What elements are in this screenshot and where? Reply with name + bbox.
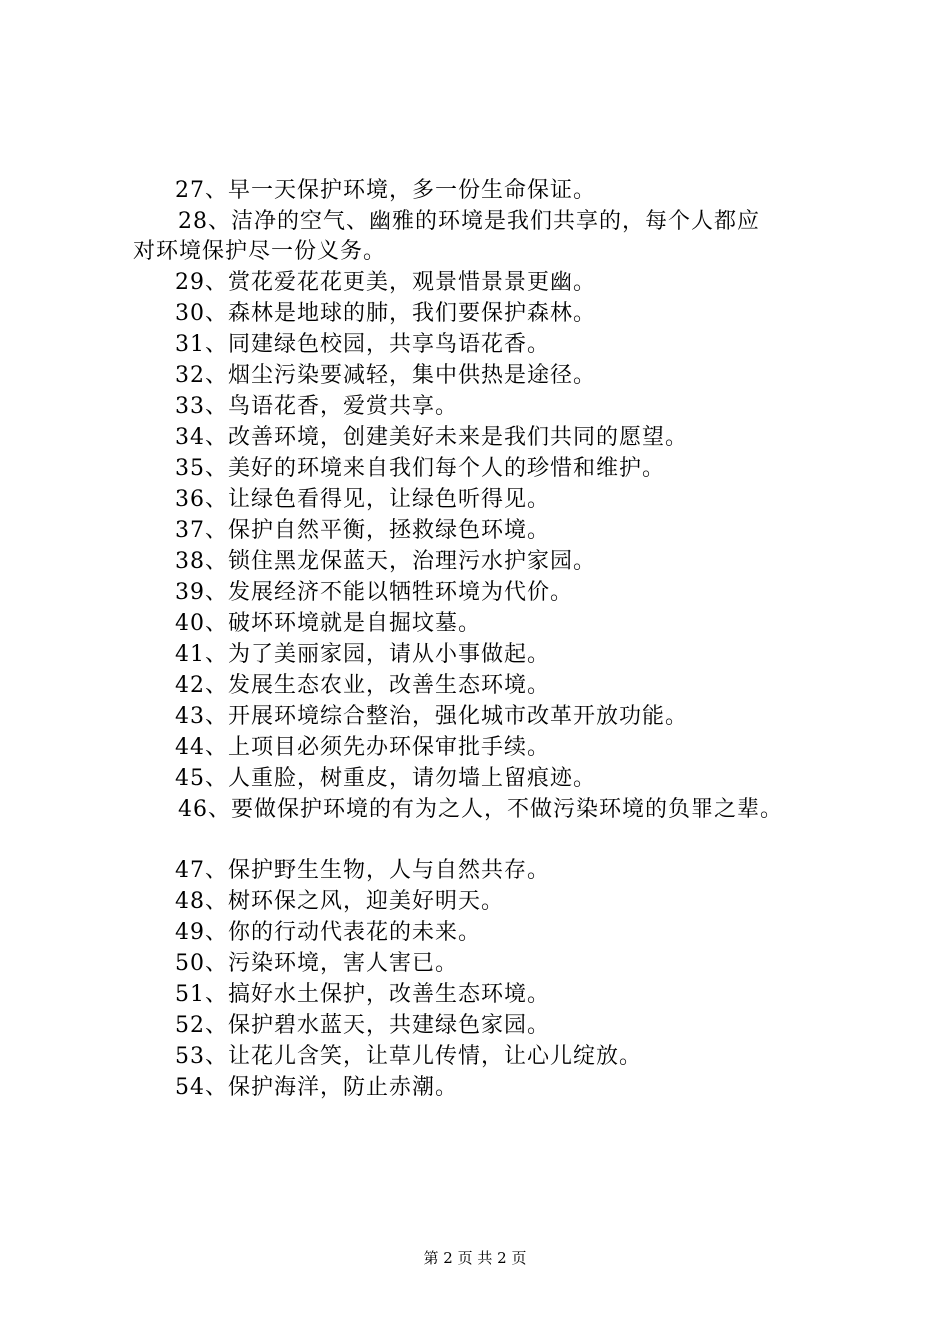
slogan-line-48: 48、树环保之风，迎美好明天。 xyxy=(175,889,504,914)
slogan-line-54: 54、保护海洋，防止赤潮。 xyxy=(175,1075,458,1100)
slogan-line-45: 45、人重脸，树重皮，请勿墙上留痕迹。 xyxy=(175,766,596,791)
slogan-line-33: 33、鸟语花香，爱赏共享。 xyxy=(175,394,458,419)
slogan-line-39: 39、发展经济不能以牺牲环境为代价。 xyxy=(175,580,573,605)
slogan-line-51: 51、搞好水土保护，改善生态环境。 xyxy=(175,982,550,1007)
slogan-line-46: 46、要做保护环境的有为之人，不做污染环境的负罪之辈。 xyxy=(178,797,783,822)
slogan-line-41: 41、为了美丽家园，请从小事做起。 xyxy=(175,642,550,667)
slogan-line-50: 50、污染环境，害人害已。 xyxy=(175,951,458,976)
slogan-line-28-continued: 对环境保护尽一份义务。 xyxy=(133,239,387,264)
slogan-line-35: 35、美好的环境来自我们每个人的珍惜和维护。 xyxy=(175,456,665,481)
slogan-line-31: 31、同建绿色校园，共享鸟语花香。 xyxy=(175,332,550,357)
slogan-line-32: 32、烟尘污染要减轻，集中供热是途径。 xyxy=(175,363,596,388)
slogan-line-27: 27、早一天保护环境，多一份生命保证。 xyxy=(175,178,596,203)
slogan-line-37: 37、保护自然平衡，拯救绿色环境。 xyxy=(175,518,550,543)
slogan-line-49: 49、你的行动代表花的未来。 xyxy=(175,920,481,945)
slogan-line-43: 43、开展环境综合整治，强化城市改革开放功能。 xyxy=(175,704,688,729)
slogan-line-52: 52、保护碧水蓝天，共建绿色家园。 xyxy=(175,1013,550,1038)
slogan-line-47: 47、保护野生生物，人与自然共存。 xyxy=(175,858,550,883)
slogan-line-30: 30、森林是地球的肺，我们要保护森林。 xyxy=(175,301,596,326)
slogan-line-44: 44、上项目必须先办环保审批手续。 xyxy=(175,735,550,760)
slogan-line-40: 40、破坏环境就是自掘坟墓。 xyxy=(175,611,481,636)
slogan-line-42: 42、发展生态农业，改善生态环境。 xyxy=(175,673,550,698)
slogan-line-53: 53、让花儿含笑，让草儿传情，让心儿绽放。 xyxy=(175,1044,642,1069)
slogan-line-36: 36、让绿色看得见，让绿色听得见。 xyxy=(175,487,550,512)
slogan-line-29: 29、赏花爱花花更美，观景惜景景更幽。 xyxy=(175,270,596,295)
slogan-line-38: 38、锁住黑龙保蓝天，治理污水护家园。 xyxy=(175,549,596,574)
slogan-line-34: 34、改善环境，创建美好未来是我们共同的愿望。 xyxy=(175,425,688,450)
page-footer: 第 2 页 共 2 页 xyxy=(423,1249,527,1267)
slogan-line-28: 28、洁净的空气、幽雅的环境是我们共享的，每个人都应 xyxy=(178,209,760,234)
